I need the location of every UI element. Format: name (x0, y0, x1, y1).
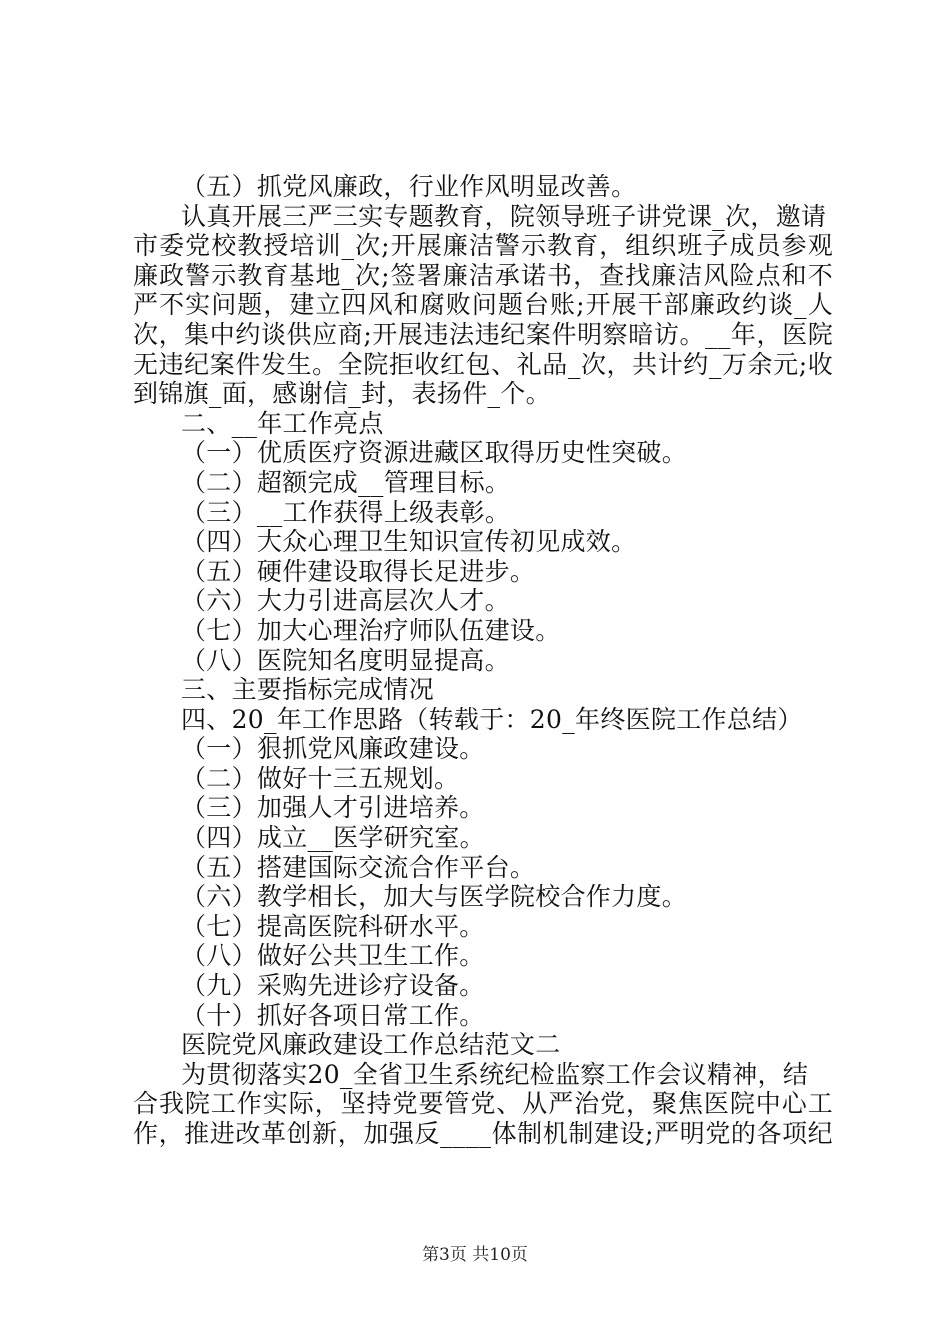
paragraph-line: 为贯彻落实20_全省卫生系统纪检监察工作会议精神，结 (181, 1059, 809, 1089)
list-item: （四）成立__医学研究室。 (181, 823, 485, 853)
paragraph-line: 合我院工作实际，坚持党要管党、从严治党，聚焦医院中心工 (133, 1089, 833, 1119)
article-title: 医院党风廉政建设工作总结范文二 (181, 1030, 561, 1060)
list-item: （一）优质医疗资源进藏区取得历史性突破。 (181, 438, 688, 468)
section-heading: （五）抓党风廉政，行业作风明显改善。 (181, 172, 637, 201)
paragraph-line: 廉政警示教育基地_次;签署廉洁承诺书，查找廉洁风险点和不 (133, 260, 833, 290)
list-item: （六）教学相长，加大与医学院校合作力度。 (181, 882, 688, 912)
list-item: （三）加强人才引进培养。 (181, 793, 485, 823)
list-item: （三）__工作获得上级表彰。 (181, 497, 511, 527)
section-heading: 三、主要指标完成情况 (181, 675, 435, 705)
paragraph-line: 到锦旗_面，感谢信_封，表扬件_个。 (133, 379, 551, 409)
list-item: （八）医院知名度明显提高。 (181, 645, 510, 675)
list-item: （七）加大心理治疗师队伍建设。 (181, 615, 561, 645)
paragraph-line: 市委党校教授培训_次;开展廉洁警示教育，组织班子成员参观 (133, 231, 833, 261)
list-item: （七）提高医院科研水平。 (181, 911, 485, 941)
list-item: （四）大众心理卫生知识宣传初见成效。 (181, 527, 637, 557)
paragraph-line: 作，推进改革创新，加强反____体制机制建设;严明党的各项纪 (133, 1119, 833, 1148)
section-heading: 四、20_年工作思路（转载于：20_年终医院工作总结） (181, 704, 803, 734)
paragraph-line: 严不实问题，建立四风和腐败问题台账;开展干部廉政约谈_人 (133, 290, 833, 320)
list-item: （五）硬件建设取得长足进步。 (181, 556, 536, 586)
section-heading: 二、__年工作亮点 (181, 408, 384, 438)
list-item: （一）狠抓党风廉政建设。 (181, 734, 485, 764)
page-number: 第3页 共10页 (422, 1245, 528, 1265)
list-item: （十）抓好各项日常工作。 (181, 1000, 485, 1030)
list-item: （八）做好公共卫生工作。 (181, 941, 485, 971)
paragraph-line: 次，集中约谈供应商;开展违法违纪案件明察暗访。__年，医院 (133, 319, 833, 349)
document-body (133, 172, 833, 1149)
list-item: （二）超额完成__管理目标。 (181, 467, 511, 497)
list-item: （九）采购先进诊疗设备。 (181, 971, 485, 1001)
list-item: （五）搭建国际交流合作平台。 (181, 852, 536, 882)
paragraph-line: 认真开展三严三实专题教育，院领导班子讲党课_次，邀请 (181, 201, 827, 231)
paragraph-line: 无违纪案件发生。全院拒收红包、礼品_次，共计约_万余元;收 (133, 349, 833, 379)
list-item: （二）做好十三五规划。 (181, 763, 460, 793)
list-item: （六）大力引进高层次人才。 (181, 586, 510, 616)
